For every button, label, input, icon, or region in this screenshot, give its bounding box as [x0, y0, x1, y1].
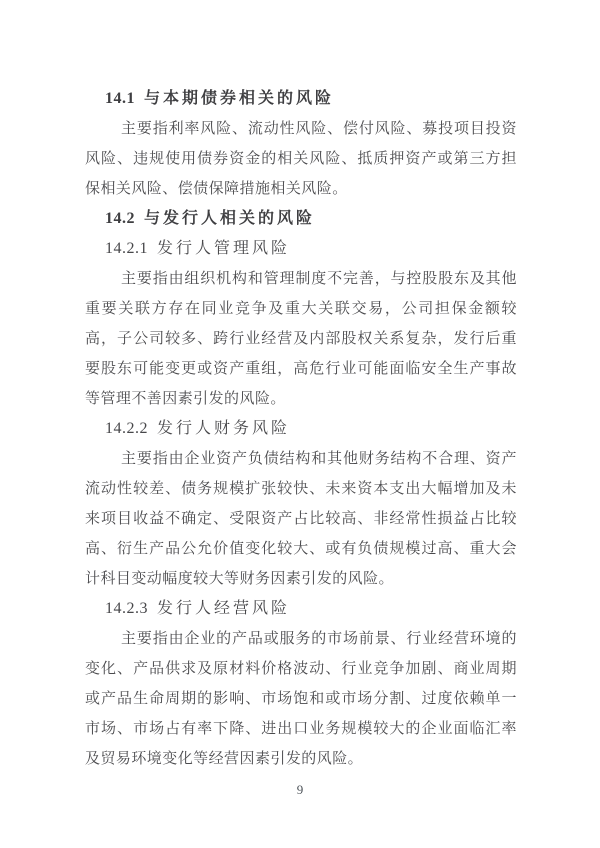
section-heading-14-2 — [85, 204, 517, 234]
page-content — [85, 84, 517, 774]
paragraph-financial-risk: 主要指由企业资产负债结构和其他财务结构不合理、资产流动性较差、债务规模扩张较快、未来资本支出大幅增加及未来项目收益不确定、受限资产占比较高、非经常性损益占比较高、衍生产品公允价值变化较大、或有负债规模过高、重大会计科目变动幅度较大等财务因素引发的风险。 — [85, 451, 517, 587]
page-footer — [0, 781, 600, 799]
section-heading-14-1 — [85, 84, 517, 114]
section-number: 14.2.3 — [105, 600, 148, 617]
section-heading-14-2-3 — [85, 594, 517, 624]
section-title: 与发行人相关的风险 — [144, 210, 316, 227]
paragraph-management-risk: 主要指由组织机构和管理制度不完善，与控股股东及其他重要关联方存在同业竞争及重大关联交易，公司担保金额较高，子公司较多、跨行业经营及内部股权关系复杂，发行后重要股东可能变更或资产重组，高危行业可能面临安全生产事故等管理不善因素引发的风险。 — [85, 271, 517, 407]
section-title: 与本期债券相关的风险 — [144, 90, 335, 107]
section-number: 14.2 — [105, 210, 135, 227]
section-title: 发行人管理风险 — [157, 240, 291, 257]
paragraph-operating-risk: 主要指由企业的产品或服务的市场前景、行业经营环境的变化、产品供求及原材料价格波动、行业竞争加剧、商业周期或产品生命周期的影响、市场饱和或市场分割、过度依赖单一市场、市场占有率下降、进出口业务规模较大的企业面临汇率及贸易环境变化等经营因素引发的风险。 — [85, 631, 517, 767]
paragraph-bond-risks: 主要指利率风险、流动性风险、偿付风险、募投项目投资风险、违规使用债券资金的相关风险、抵质押资产或第三方担保相关风险、偿债保障措施相关风险。 — [85, 121, 517, 197]
section-heading-14-2-1 — [85, 234, 517, 264]
page-number: 9 — [296, 782, 304, 797]
section-title: 发行人经营风险 — [157, 600, 291, 617]
section-heading-14-2-2 — [85, 414, 517, 444]
section-title: 发行人财务风险 — [157, 420, 291, 437]
section-number: 14.2.2 — [105, 420, 148, 437]
section-number: 14.2.1 — [105, 240, 148, 257]
section-number: 14.1 — [105, 90, 135, 107]
